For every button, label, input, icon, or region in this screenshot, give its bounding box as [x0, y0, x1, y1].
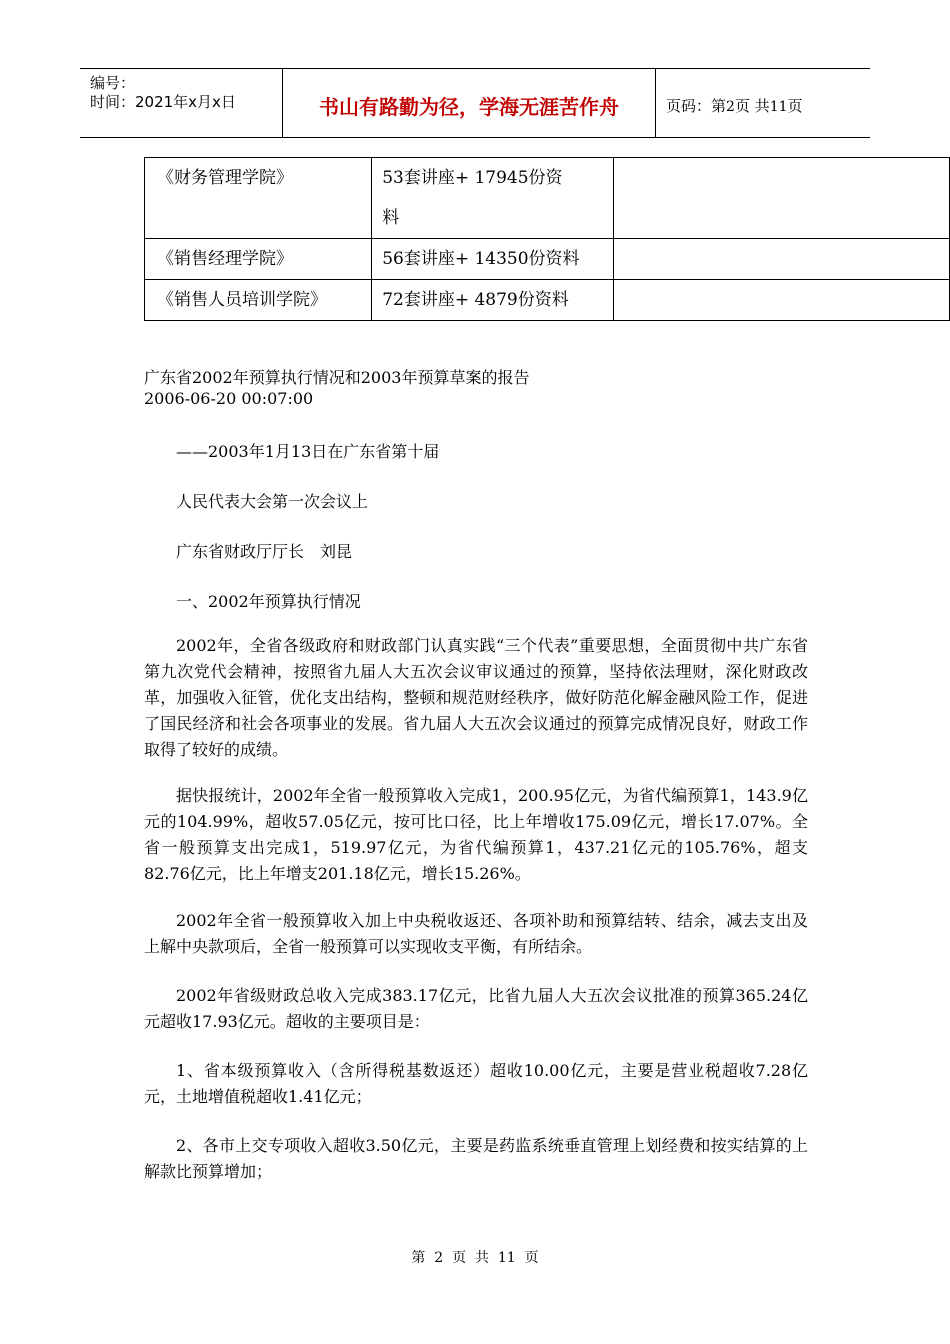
page-info [666, 95, 803, 116]
table-row [145, 239, 950, 280]
article-author: 广东省财政厅厅长 刘昆 [176, 542, 353, 561]
table-cell-content [372, 158, 614, 239]
paragraph: 2002年，全省各级政府和财政部门认真实践“三个代表”重要思想，全面贯彻中共广东省第九次党代会精神，按照省九届人大五次会议审议通过的预算，坚持依法理财，深化财政改革，加强收入征管，优化支出结构，整顿和规范财经秩序，做好防范化解金融风险工作，促进了国民经济和社会各项事业的发展。省九届人大五次会议通过的预算完成情况良好，财政工作取得了较好的成绩。 [144, 636, 808, 759]
table-cell-content: 56套讲座+ 14350份资料 [372, 239, 614, 280]
section-heading: 一、2002年预算执行情况 [176, 592, 361, 611]
page-number: 2 [726, 99, 735, 115]
paragraph: 据快报统计，2002年全省一般预算收入完成1，200.95亿元，为省代编预算1，143.9亿元的104.99%，超收57.05亿元，按可比口径，比上年增收175.09亿元，增长17.07%。全省一般预算支出完成1，519.97亿元，为省代编预算1，437.21亿元的105.76%，超支82.76亿元，比上年增支201.18亿元，增长15.26%。 [144, 786, 808, 883]
paragraph: 2、各市上交专项收入超收3.50亿元，主要是药监系统垂直管理上划经费和按实结算的上解款比预算增加； [144, 1136, 808, 1181]
motto-text: 书山有路勤为径，学海无涯苦作舟 [319, 95, 619, 119]
paragraph: 2002年全省一般预算收入加上中央税收返还、各项补助和预算结转、结余，减去支出及上解中央款项后，全省一般预算可以实现收支平衡，有所结余。 [144, 911, 808, 956]
table-row [145, 158, 950, 239]
table-cell-note [614, 158, 950, 239]
number-label: 编号： [90, 74, 136, 92]
content-line: 53套讲座+ 17945份资 [382, 168, 563, 188]
article-datetime: 2006-06-20 00:07:00 [144, 389, 314, 408]
page-mid: 页 共 [734, 97, 770, 115]
page-footer: 第 2 页 共 11 页 [411, 1250, 539, 1266]
page-total: 11 [769, 99, 788, 115]
document-header [80, 68, 870, 138]
article-subtitle: ——2003年1月13日在广东省第十届 [176, 442, 440, 461]
header-meta-cell [80, 69, 283, 137]
content-line: 料 [382, 208, 400, 228]
table-cell-note [614, 280, 950, 321]
table-cell-content: 72套讲座+ 4879份资料 [372, 280, 614, 321]
paragraph: 1、省本级预算收入（含所得税基数返还）超收10.00亿元，主要是营业税超收7.28亿元，土地增值税超收1.41亿元； [144, 1061, 808, 1106]
page-suffix: 页 [787, 97, 803, 115]
table-cell-note [614, 239, 950, 280]
page-prefix: 页码：第 [666, 97, 727, 115]
table-cell-name: 《销售经理学院》 [145, 239, 372, 280]
article-subtitle: 人民代表大会第一次会议上 [176, 492, 369, 511]
resource-table [144, 157, 950, 321]
article-title: 广东省2002年预算执行情况和2003年预算草案的报告 [144, 368, 530, 387]
header-motto-cell [283, 69, 656, 137]
table-cell-name: 《销售人员培训学院》 [145, 280, 372, 321]
table-row [145, 280, 950, 321]
table-cell-name: 《财务管理学院》 [145, 158, 372, 239]
date-label: 时间：2021年x月x日 [90, 93, 236, 111]
paragraph: 2002年省级财政总收入完成383.17亿元，比省九届人大五次会议批准的预算365.24亿元超收17.93亿元。超收的主要项目是： [144, 986, 808, 1031]
header-page-cell [656, 69, 870, 137]
